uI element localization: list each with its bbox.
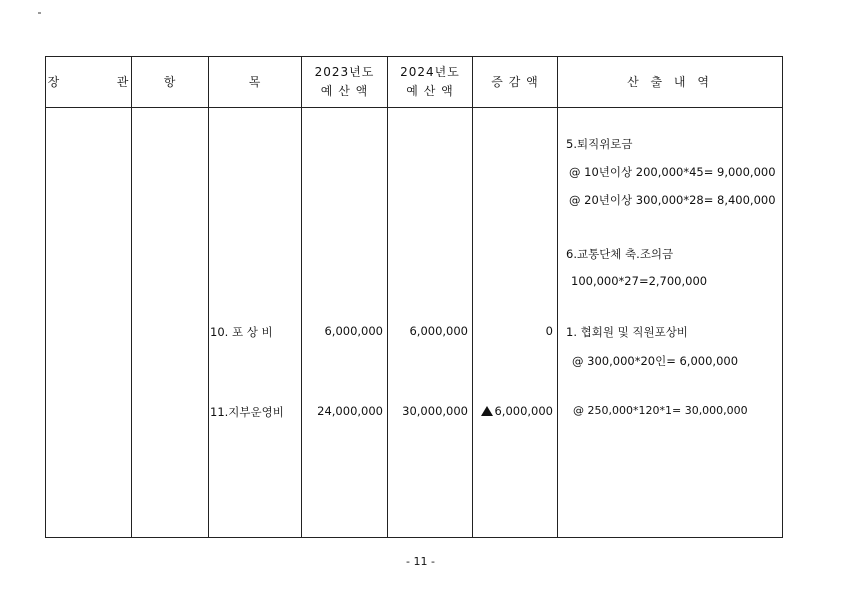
header-jang-gwan: [46, 57, 131, 107]
scan-mark: [38, 12, 41, 14]
header-budget-2024-label: 예 산 액: [406, 84, 454, 98]
column-divider: [557, 56, 558, 538]
budget-2024-cell: 6,000,000: [409, 324, 468, 338]
header-mok: [209, 57, 301, 107]
header-jang-gwan-label: 장 관: [47, 74, 130, 89]
detail-line: 1. 협회원 및 직원포상비: [566, 325, 688, 339]
header-divider: [45, 107, 783, 108]
detail-line: 6.교통단체 축.조의금: [566, 247, 674, 261]
change-cell: [473, 404, 553, 418]
column-divider: [208, 56, 209, 538]
change-value: 6,000,000: [494, 404, 553, 418]
triangle-up-icon: [481, 406, 493, 416]
budget-2024-cell: 30,000,000: [402, 404, 468, 418]
detail-line: @ 300,000*20인= 6,000,000: [572, 354, 739, 368]
detail-line: 5.퇴직위로금: [566, 137, 633, 151]
column-divider: [472, 56, 473, 538]
detail-line: @ 250,000*120*1= 30,000,000: [573, 404, 748, 417]
page-number: - 11 -: [406, 555, 435, 568]
budget-2023-cell: 6,000,000: [324, 324, 383, 338]
header-budget-2024-year: 2024년도: [400, 65, 460, 79]
mok-cell: 10. 포 상 비: [210, 325, 273, 339]
budget-2023-cell: 24,000,000: [317, 404, 383, 418]
header-calc-label: 산 출 내 역: [627, 74, 713, 89]
header-budget-2024: [388, 57, 472, 107]
budget-table: [45, 56, 783, 538]
column-divider: [387, 56, 388, 538]
mok-cell: 11.지부운영비: [210, 405, 284, 419]
column-divider: [301, 56, 302, 538]
detail-line: @ 10년이상 200,000*45= 9,000,000: [569, 165, 776, 179]
detail-line: @ 20년이상 300,000*28= 8,400,000: [569, 193, 776, 207]
change-cell: 0: [545, 324, 553, 338]
header-hang: [132, 57, 208, 107]
column-divider: [131, 56, 132, 538]
header-mok-label: 목: [248, 74, 262, 89]
header-budget-2023-year: 2023년도: [314, 65, 375, 79]
detail-line: 100,000*27=2,700,000: [571, 274, 708, 288]
header-budget-2023-label: 예 산 액: [320, 84, 369, 98]
header-change: [473, 57, 557, 107]
header-calc: [558, 57, 782, 107]
header-change-label: 증 감 액: [491, 74, 539, 89]
header-budget-2023: [302, 57, 387, 107]
header-hang-label: 항: [163, 74, 177, 89]
